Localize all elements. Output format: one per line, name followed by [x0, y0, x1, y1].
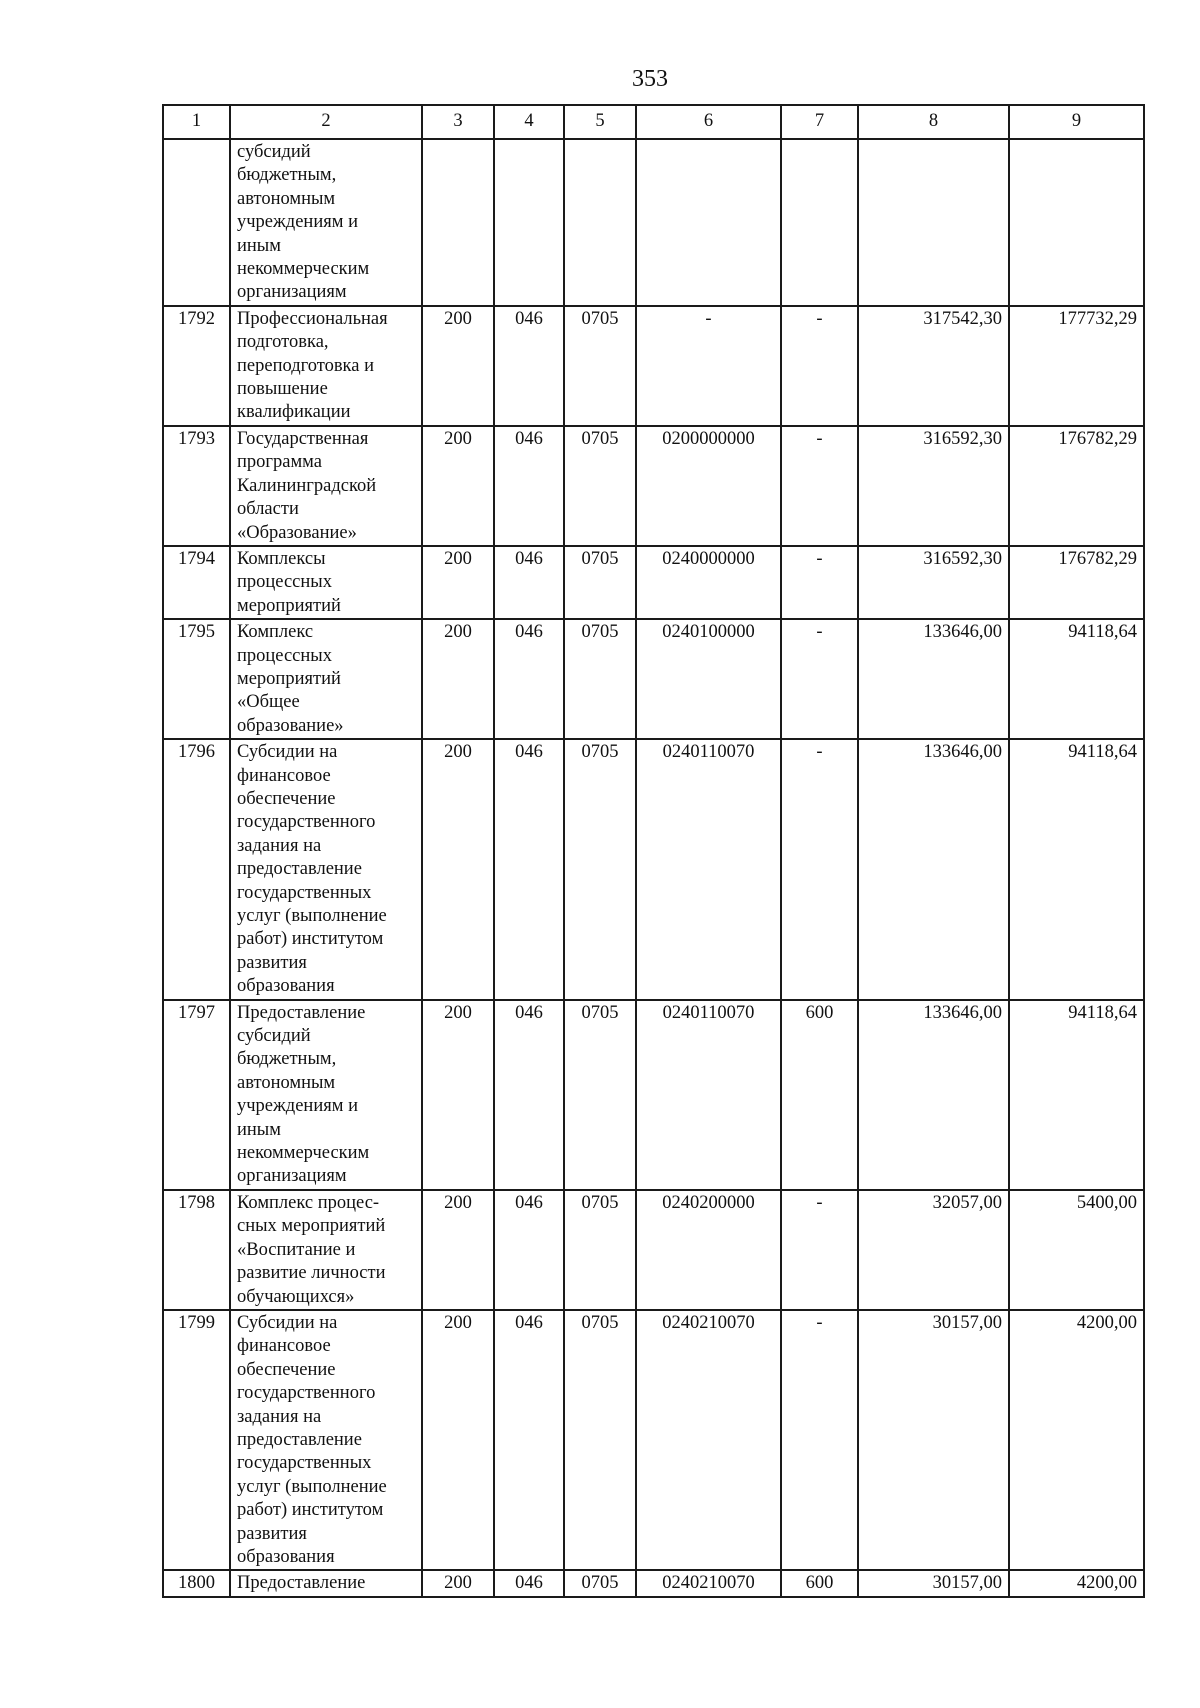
cell-col4: 046 — [494, 306, 564, 426]
table-row — [163, 546, 1144, 619]
column-header-2: 2 — [230, 105, 422, 139]
table-row — [163, 739, 1144, 999]
cell-col5: 0705 — [564, 739, 636, 999]
cell-col7: - — [781, 1190, 858, 1310]
row-name: Предоставление — [230, 1570, 422, 1596]
cell-col9: 177732,29 — [1009, 306, 1144, 426]
row-number: 1797 — [163, 1000, 230, 1190]
cell-col3 — [422, 139, 494, 306]
column-header-4: 4 — [494, 105, 564, 139]
row-number: 1796 — [163, 739, 230, 999]
cell-col8: 30157,00 — [858, 1310, 1009, 1570]
row-number: 1792 — [163, 306, 230, 426]
column-header-6: 6 — [636, 105, 781, 139]
cell-col3: 200 — [422, 546, 494, 619]
cell-col5: 0705 — [564, 546, 636, 619]
cell-col8: 317542,30 — [858, 306, 1009, 426]
row-name: Комплекс процес- сных мероприятий «Воспитание и развитие личности обучающихся» — [230, 1190, 422, 1310]
row-name: Комплексы процессных мероприятий — [230, 546, 422, 619]
cell-col3: 200 — [422, 1190, 494, 1310]
cell-col6: 0240100000 — [636, 619, 781, 739]
cell-col6: 0240210070 — [636, 1570, 781, 1596]
cell-col4: 046 — [494, 426, 564, 546]
row-name: Субсидии на финансовое обеспечение государственного задания на предоставление государственных услуг (выполнение работ) институтом развития образования — [230, 1310, 422, 1570]
table-row — [163, 1190, 1144, 1310]
header-row — [163, 105, 1144, 139]
cell-col9: 4200,00 — [1009, 1570, 1144, 1596]
row-number: 1795 — [163, 619, 230, 739]
cell-col9: 94118,64 — [1009, 619, 1144, 739]
row-number: 1798 — [163, 1190, 230, 1310]
cell-col8: 133646,00 — [858, 739, 1009, 999]
cell-col6: 0240110070 — [636, 739, 781, 999]
cell-col6: 0240110070 — [636, 1000, 781, 1190]
cell-col6: 0240000000 — [636, 546, 781, 619]
cell-col9: 176782,29 — [1009, 426, 1144, 546]
cell-col8: 30157,00 — [858, 1570, 1009, 1596]
cell-col4: 046 — [494, 739, 564, 999]
table-row — [163, 426, 1144, 546]
table-row — [163, 139, 1144, 306]
cell-col9: 94118,64 — [1009, 739, 1144, 999]
row-number: 1799 — [163, 1310, 230, 1570]
cell-col9 — [1009, 139, 1144, 306]
cell-col9: 94118,64 — [1009, 1000, 1144, 1190]
cell-col3: 200 — [422, 739, 494, 999]
column-header-1: 1 — [163, 105, 230, 139]
cell-col8: 316592,30 — [858, 546, 1009, 619]
cell-col7 — [781, 139, 858, 306]
cell-col7: - — [781, 546, 858, 619]
cell-col8: 32057,00 — [858, 1190, 1009, 1310]
cell-col4 — [494, 139, 564, 306]
row-name: Субсидии на финансовое обеспечение государственного задания на предоставление государственных услуг (выполнение работ) институтом развития образования — [230, 739, 422, 999]
cell-col4: 046 — [494, 546, 564, 619]
cell-col6: 0240200000 — [636, 1190, 781, 1310]
row-name: Комплекс процессных мероприятий «Общее образование» — [230, 619, 422, 739]
cell-col6: 0200000000 — [636, 426, 781, 546]
table-row — [163, 1570, 1144, 1596]
column-header-8: 8 — [858, 105, 1009, 139]
cell-col7: - — [781, 1310, 858, 1570]
cell-col3: 200 — [422, 1310, 494, 1570]
cell-col5: 0705 — [564, 426, 636, 546]
cell-col6 — [636, 139, 781, 306]
cell-col7: - — [781, 306, 858, 426]
cell-col8: 133646,00 — [858, 619, 1009, 739]
cell-col5: 0705 — [564, 1190, 636, 1310]
cell-col5: 0705 — [564, 619, 636, 739]
row-name: субсидий бюджетным, автономным учреждениям и иным некоммерческим организациям — [230, 139, 422, 306]
cell-col3: 200 — [422, 306, 494, 426]
cell-col8: 316592,30 — [858, 426, 1009, 546]
row-name: Предоставление субсидий бюджетным, автономным учреждениям и иным некоммерческим организациям — [230, 1000, 422, 1190]
column-header-5: 5 — [564, 105, 636, 139]
cell-col4: 046 — [494, 1000, 564, 1190]
column-header-3: 3 — [422, 105, 494, 139]
table-row — [163, 1000, 1144, 1190]
cell-col5: 0705 — [564, 1570, 636, 1596]
cell-col7: - — [781, 739, 858, 999]
table-row — [163, 1310, 1144, 1570]
cell-col5: 0705 — [564, 306, 636, 426]
row-name: Государственная программа Калининградской области «Образование» — [230, 426, 422, 546]
cell-col5: 0705 — [564, 1310, 636, 1570]
row-number: 1794 — [163, 546, 230, 619]
cell-col3: 200 — [422, 426, 494, 546]
cell-col9: 4200,00 — [1009, 1310, 1144, 1570]
cell-col3: 200 — [422, 619, 494, 739]
cell-col7: - — [781, 426, 858, 546]
cell-col3: 200 — [422, 1000, 494, 1190]
cell-col9: 5400,00 — [1009, 1190, 1144, 1310]
cell-col8: 133646,00 — [858, 1000, 1009, 1190]
row-number: 1800 — [163, 1570, 230, 1596]
cell-col7: - — [781, 619, 858, 739]
cell-col4: 046 — [494, 1570, 564, 1596]
cell-col7: 600 — [781, 1570, 858, 1596]
column-header-9: 9 — [1009, 105, 1144, 139]
cell-col5: 0705 — [564, 1000, 636, 1190]
cell-col6: - — [636, 306, 781, 426]
cell-col6: 0240210070 — [636, 1310, 781, 1570]
row-name: Профессиональная подготовка, переподготовка и повышение квалификации — [230, 306, 422, 426]
table-row — [163, 619, 1144, 739]
cell-col8 — [858, 139, 1009, 306]
page-number: 353 — [632, 66, 668, 92]
row-number: 1793 — [163, 426, 230, 546]
row-number — [163, 139, 230, 306]
cell-col5 — [564, 139, 636, 306]
cell-col3: 200 — [422, 1570, 494, 1596]
cell-col4: 046 — [494, 619, 564, 739]
column-header-7: 7 — [781, 105, 858, 139]
cell-col7: 600 — [781, 1000, 858, 1190]
cell-col4: 046 — [494, 1310, 564, 1570]
table-row — [163, 306, 1144, 426]
cell-col9: 176782,29 — [1009, 546, 1144, 619]
budget-table — [162, 104, 1145, 1598]
cell-col4: 046 — [494, 1190, 564, 1310]
